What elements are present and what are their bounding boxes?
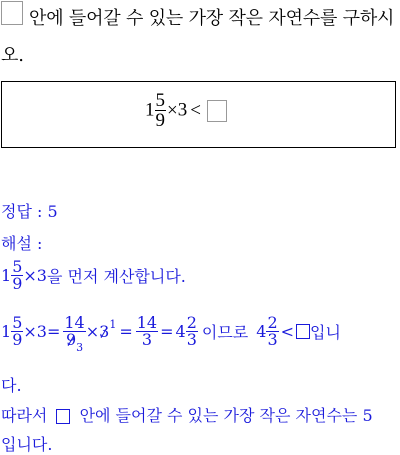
question-line-2: 오. bbox=[1, 45, 24, 66]
step2-whole: 1 bbox=[1, 322, 12, 341]
step2-blank-box bbox=[296, 324, 310, 339]
expr-factor: 3 bbox=[177, 99, 188, 121]
question-line-1: 안에 들어갈 수 있는 가장 작은 자연수를 구하시 bbox=[29, 8, 395, 29]
explanation-label: 해설 : bbox=[1, 234, 43, 253]
step2-three: 3 bbox=[36, 322, 47, 341]
expr-answer-box[interactable] bbox=[207, 100, 227, 122]
step1-three: 3 bbox=[36, 266, 47, 285]
expr-lt: < bbox=[190, 99, 201, 121]
answer-blank-box-question bbox=[1, 1, 23, 25]
step2-times: × bbox=[23, 322, 37, 341]
step2-times2: × bbox=[85, 322, 100, 341]
step2-frac-2-3: $\frac{2}{3}$ bbox=[186, 313, 197, 349]
step2-frac-14-3: $\frac{14}{3}$ bbox=[136, 313, 158, 349]
line-end: 입니다. bbox=[1, 435, 53, 454]
expression bbox=[145, 91, 227, 130]
step2-line bbox=[1, 313, 341, 354]
step2-lt: < bbox=[280, 322, 295, 341]
step2-frac-5-9: $\frac{5}{9}$ bbox=[12, 313, 23, 349]
step2-eq2: = bbox=[119, 322, 133, 341]
line-da: 다. bbox=[1, 376, 22, 395]
step2-so: 이므로 bbox=[201, 323, 249, 342]
step1-fraction: $\frac{5}{9}$ bbox=[12, 257, 23, 293]
step2-frac-2-3b: $\frac{2}{3}$ bbox=[267, 313, 278, 349]
conclusion-suffix: 안에 들어갈 수 있는 가장 작은 자연수는 5 bbox=[79, 406, 373, 425]
step1-whole: 1 bbox=[1, 266, 12, 285]
step2-eq3: = bbox=[160, 322, 174, 341]
expr-fraction: $\frac{5}{9}$ bbox=[155, 90, 165, 131]
conclusion-prefix: 따라서 bbox=[1, 406, 48, 425]
answer-label: 정답 : 5 bbox=[1, 202, 58, 221]
step2-suffix: 입니 bbox=[310, 323, 341, 342]
expr-whole: 1 bbox=[145, 99, 155, 121]
step1-line bbox=[1, 259, 186, 292]
conclusion-blank-box bbox=[56, 409, 70, 424]
step1-times: × bbox=[23, 266, 37, 285]
expr-times: × bbox=[167, 99, 178, 121]
conclusion-line bbox=[1, 403, 373, 426]
step2-sup-1: 1 bbox=[109, 318, 117, 331]
step2-eq1: = bbox=[46, 322, 61, 341]
step2-frac-14-9: $\frac{14}{9_3}$ bbox=[64, 313, 85, 354]
step1-text: 을 먼저 계산합니다. bbox=[46, 267, 186, 286]
step2-w4b: 4 bbox=[256, 322, 267, 341]
step2-cancel-3: 3 bbox=[99, 322, 110, 341]
step2-w4: 4 bbox=[175, 322, 186, 341]
